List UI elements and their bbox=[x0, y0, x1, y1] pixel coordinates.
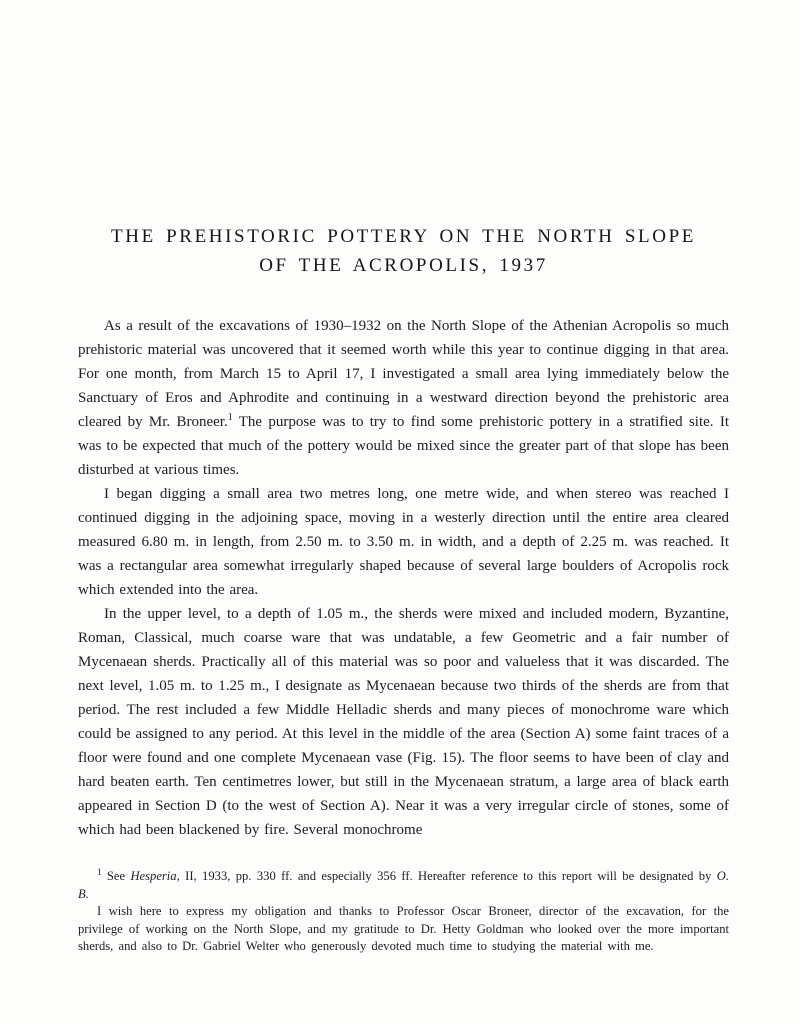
paper-title bbox=[78, 222, 729, 280]
footnote-1-text-continued: II, 1933, pp. 330 ff. and especially 356 ff. Hereafter reference to this report will be designated by bbox=[179, 869, 717, 883]
footnote-1 bbox=[78, 868, 729, 903]
footnote-1-journal-title: Hesperia, bbox=[130, 869, 180, 883]
footnote-1-marker: 1 bbox=[97, 866, 102, 877]
paragraph-1-text-continued: The purpose was to try to find some prehistoric pottery in a stratified site. It was to be expected that much of the pottery would be mixed since the greater part of that slope has been disturbed at various times. bbox=[78, 414, 729, 478]
footnote-1-abbreviation: O. B. bbox=[78, 869, 730, 901]
footnote-2: I wish here to express my obligation and thanks to Professor Oscar Broneer, director of the excavation, for the privilege of working on the North Slope, and my gratitude to Dr. Hetty Goldman who looked over the more important sherds, and also to Dr. Gabriel Welter who generously devoted much time to studying the material with me. bbox=[78, 904, 729, 953]
paper-title-line-1: THE PREHISTORIC POTTERY ON THE NORTH SLOPE bbox=[111, 226, 696, 247]
paper-title-line-2: OF THE ACROPOLIS, 1937 bbox=[259, 255, 548, 276]
paragraph-1 bbox=[78, 314, 729, 482]
article-body bbox=[78, 314, 729, 842]
paragraph-1-text: As a result of the excavations of 1930–1932 on the North Slope of the Athenian Acropolis so much prehistoric material was uncovered that it seemed worth while this year to continue digging in that area. For one month, from March 15 to April 17, I investigated a small area lying immediately below the Sanctuary of Eros and Aphrodite and continuing in a westward direction beyond the prehistoric area cleared by Mr. Broneer. bbox=[78, 318, 729, 430]
footnote-reference-1: 1 bbox=[227, 412, 233, 423]
paragraph-3: In the upper level, to a depth of 1.05 m., the sherds were mixed and included modern, Byzantine, Roman, Classical, much coarse ware that was undatable, a few Geometric and a fair number of Mycenaean sherds. Practically all of this material was so poor and valueless that it was discarded. The next level, 1.05 m. to 1.25 m., I designate as Mycenaean because two thirds of the sherds are from that period. The rest included a few Middle Helladic sherds and many pieces of monochrome ware which could be assigned to any period. At this level in the middle of the area (Section A) some faint traces of a floor were found and one complete Mycenaean vase (Fig. 15). The floor seems to have been of clay and hard beaten earth. Ten centimetres lower, but still in the Mycenaean stratum, a large area of black earth appeared in Section D (to the west of Section A). Near it was a very irregular circle of stones, some of which had been blackened by fire. Several monochrome bbox=[78, 606, 729, 838]
footnote-1-text: See bbox=[101, 869, 131, 883]
footnotes-section bbox=[78, 868, 729, 956]
paragraph-2: I began digging a small area two metres long, one metre wide, and when stereo was reached I continued digging in the adjoining space, moving in a westerly direction until the entire area cleared measured 6.80 m. in length, from 2.50 m. to 3.50 m. in width, and a depth of 2.25 m. was reached. It was a rectangular area somewhat irregularly shaped because of several large boulders of Acropolis rock which extended into the area. bbox=[78, 486, 729, 598]
